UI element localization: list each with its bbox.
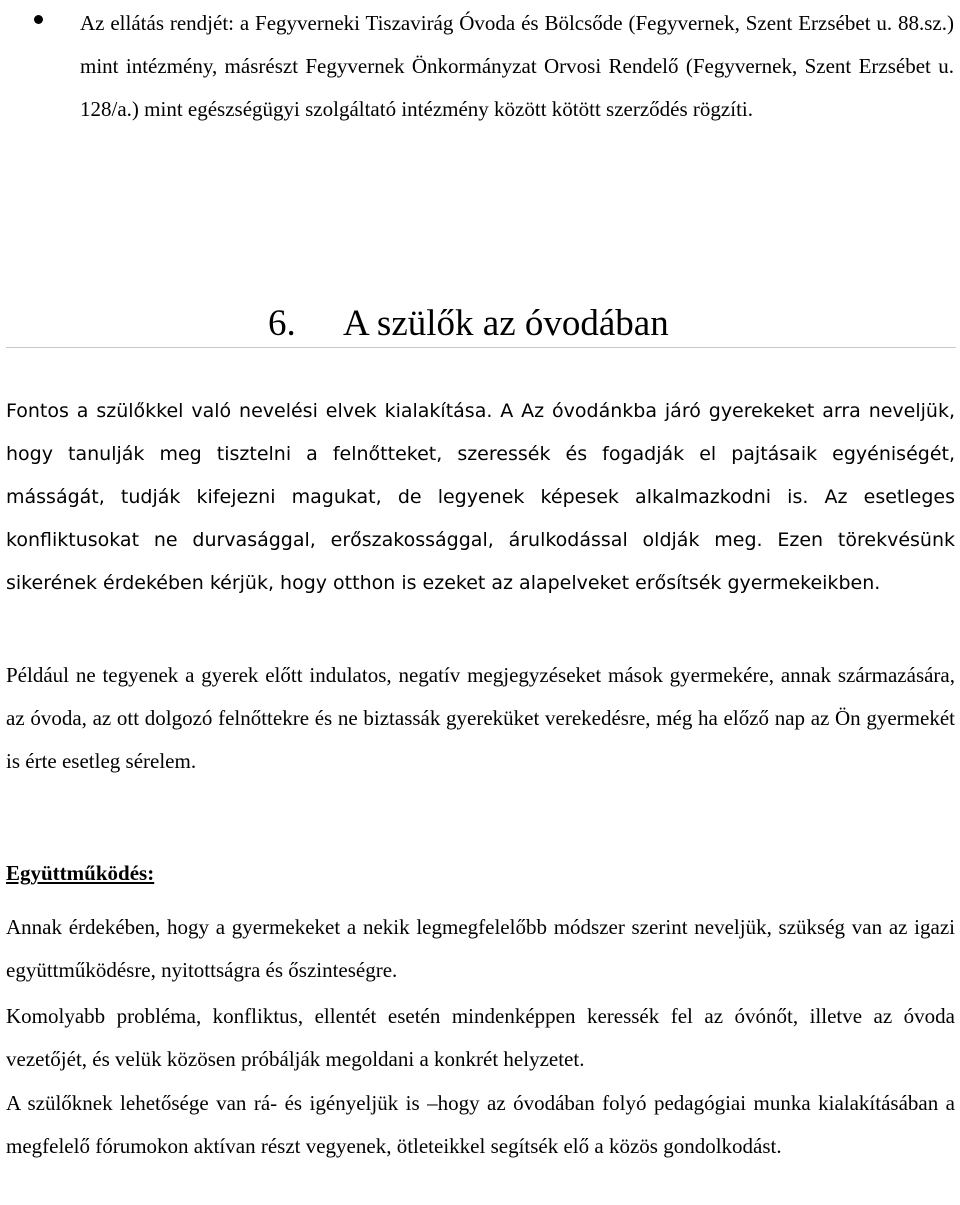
paragraph-cooperation-1: Annak érdekében, hogy a gyermekeket a nekik legmegfelelőbb módszer szerint neveljük, szükség van az igazi együttműködésre, nyitottságra és őszinteségre. bbox=[6, 915, 955, 982]
bullet-dot-icon bbox=[34, 15, 43, 24]
paragraph-cooperation-3: A szülőknek lehetősége van rá- és igényeljük is –hogy az óvodában folyó pedagógiai munka kialakításában a megfelelő fórumokon aktívan részt vegyenek, ötleteikkel segítsék elő a közös gondolkodást. bbox=[6, 1091, 955, 1158]
bullet-list-item bbox=[34, 2, 954, 131]
paragraph-cooperation-2: Komolyabb probléma, konfliktus, ellentét esetén mindenképpen keressék fel az óvónőt, illetve az óvoda vezetőjét, és velük közösen próbálják megoldani a konkrét helyzetet. bbox=[6, 1004, 955, 1071]
section-title: A szülők az óvodában bbox=[343, 303, 669, 344]
paragraph-parent-principles: Fontos a szülőkkel való nevelési elvek kialakítása. A Az óvodánkba járó gyerekeket arra neveljük, hogy tanulják meg tisztelni a felnőtteket, szeressék és fogadják el pajtásaik egyéniségét, másságát, tudják kifejezni magukat, de legyenek képesek alkalmazkodni is. Az esetleges konfliktusokat ne durvasággal, erőszakossággal, árulkodással oldják meg. Ezen törekvésünk sikerének érdekében kérjük, hogy otthon is ezeket az alapelveket erősítsék gyermekeikben. bbox=[6, 400, 955, 594]
section-heading bbox=[6, 303, 956, 348]
cooperation-heading: Együttműködés: bbox=[6, 861, 155, 885]
section-number: 6. bbox=[268, 303, 296, 344]
bullet-text: Az ellátás rendjét: a Fegyverneki Tiszavirág Óvoda és Bölcsőde (Fegyvernek, Szent Erzsébet u. 88.sz.) mint intézmény, másrészt Fegyvernek Önkormányzat Orvosi Rendelő (Fegyvernek, Szent Erzsébet u. 128/a.) mint egészségügyi szolgáltató intézmény között kötött szerződés rögzíti. bbox=[80, 11, 954, 121]
paragraph-example: Például ne tegyenek a gyerek előtt indulatos, negatív megjegyzéseket mások gyermekére, annak származására, az óvoda, az ott dolgozó felnőttekre és ne biztassák gyereküket verekedésre, még ha előző nap az Ön gyermekét is érte esetleg sérelem. bbox=[6, 663, 955, 773]
